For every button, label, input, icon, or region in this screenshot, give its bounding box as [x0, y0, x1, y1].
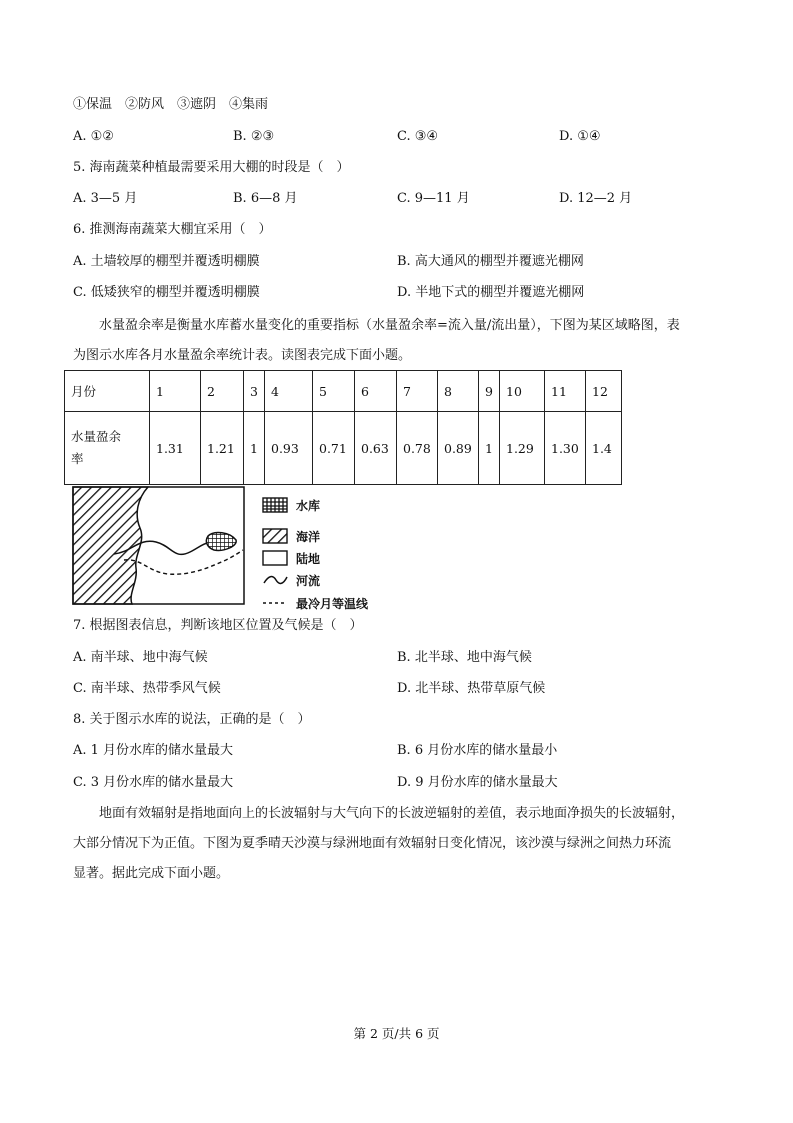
q6-choice-a[interactable]: A. 土墙较厚的棚型并覆透明棚膜 [73, 254, 260, 269]
table-month: 1 [150, 371, 201, 412]
table-value: 0.93 [265, 412, 313, 485]
legend-ocean-label: 海洋 [296, 530, 321, 544]
table-month: 5 [313, 371, 355, 412]
q4-choices [73, 128, 733, 146]
table-month: 6 [355, 371, 397, 412]
q8-choice-b[interactable]: B. 6 月份水库的储水量最小 [397, 743, 558, 758]
table-value: 1 [479, 412, 500, 485]
reservoir-swatch-icon [262, 497, 288, 513]
table-value: 1.4 [586, 412, 622, 485]
q5-choices [73, 190, 733, 208]
table-row-label-line1: 水量盈余 [71, 429, 122, 444]
table-row-label-line2: 率 [71, 451, 84, 466]
land-swatch-icon [262, 550, 288, 566]
q5-choice-b[interactable]: B. 6—8 月 [233, 191, 298, 206]
q6-choice-c[interactable]: C. 低矮狭窄的棚型并覆透明棚膜 [73, 285, 260, 300]
table-header-label: 月份 [65, 371, 150, 412]
q6-choice-b[interactable]: B. 高大通风的棚型并覆遮光棚网 [397, 254, 584, 269]
q8-stem: 8. 关于图示水库的说法，正确的是（ ） [73, 712, 311, 727]
q7-choice-a[interactable]: A. 南半球、地中海气候 [73, 650, 208, 665]
q5-stem: 5. 海南蔬菜种植最需要采用大棚的时段是（ ） [73, 160, 350, 175]
page-number-footer: 第 2 页/共 6 页 [353, 1026, 440, 1041]
q4-choice-c[interactable]: C. ③④ [397, 129, 439, 144]
table-month: 2 [201, 371, 244, 412]
q7-choices-row1 [73, 649, 733, 667]
q4-options-line: ①保温 ②防风 ③遮阴 ④集雨 [73, 97, 269, 112]
intro-line-1: 水量盈余率是衡量水库蓄水量变化的重要指标（水量盈余率=流入量/流出量），下图为某区域略图，表 [99, 318, 680, 333]
q7-stem: 7. 根据图表信息，判断该地区位置及气候是（ ） [73, 618, 363, 633]
table-month: 10 [500, 371, 545, 412]
table-month: 3 [244, 371, 265, 412]
region-map [72, 486, 246, 606]
table-row-values [65, 412, 622, 485]
table-month: 9 [479, 371, 500, 412]
q4-choice-a[interactable]: A. ①② [73, 129, 114, 144]
q7-choice-c[interactable]: C. 南半球、热带季风气候 [73, 681, 221, 696]
table-value: 0.71 [313, 412, 355, 485]
table-value: 1.21 [201, 412, 244, 485]
ocean-swatch-icon [262, 528, 288, 544]
isotherm-swatch-icon [262, 595, 288, 611]
q5-choice-d[interactable]: D. 12—2 月 [559, 191, 633, 206]
table-month: 12 [586, 371, 622, 412]
table-value: 0.63 [355, 412, 397, 485]
legend-land-label: 陆地 [296, 552, 321, 566]
table-value: 0.89 [438, 412, 479, 485]
table-row-months [65, 371, 622, 412]
q8-choice-a[interactable]: A. 1 月份水库的储水量最大 [73, 743, 234, 758]
q7-choice-b[interactable]: B. 北半球、地中海气候 [397, 650, 532, 665]
table-value: 1.29 [500, 412, 545, 485]
table-month: 4 [265, 371, 313, 412]
q6-choices-row2 [73, 284, 733, 302]
q7-choice-d[interactable]: D. 北半球、热带草原气候 [397, 681, 546, 696]
table-month: 8 [438, 371, 479, 412]
q4-choice-b[interactable]: B. ②③ [233, 129, 275, 144]
legend-river-label: 河流 [296, 574, 321, 588]
q6-choice-d[interactable]: D. 半地下式的棚型并覆遮光棚网 [397, 285, 585, 300]
reservoir-area [206, 533, 236, 551]
table-value: 1.30 [545, 412, 586, 485]
q5-choice-a[interactable]: A. 3—5 月 [73, 191, 138, 206]
water-surplus-table [64, 370, 622, 485]
table-month: 11 [545, 371, 586, 412]
intro-paragraph-radiation [73, 799, 733, 889]
q6-choices-row1 [73, 253, 733, 271]
q8-choices-row1 [73, 742, 733, 760]
q6-stem: 6. 推测海南蔬菜大棚宜采用（ ） [73, 222, 272, 237]
intro3-line-1: 地面有效辐射是指地面向上的长波辐射与大气向下的长波逆辐射的差值，表示地面净损失的长波辐射， [99, 806, 685, 821]
river-swatch-icon [262, 572, 288, 588]
intro-paragraph-reservoir [73, 311, 733, 371]
intro-line-2: 为图示水库各月水量盈余率统计表。读图表完成下面小题。 [73, 348, 412, 363]
table-row-label [65, 412, 150, 485]
q8-choices-row2 [73, 774, 733, 792]
q5-choice-c[interactable]: C. 9—11 月 [397, 191, 470, 206]
legend-isotherm-label: 最冷月等温线 [296, 597, 369, 611]
table-value: 1 [244, 412, 265, 485]
q4-choice-d[interactable]: D. ①④ [559, 129, 601, 144]
table-value: 0.78 [397, 412, 438, 485]
table-month: 7 [397, 371, 438, 412]
q8-choice-d[interactable]: D. 9 月份水库的储水量最大 [397, 775, 558, 790]
table-value: 1.31 [150, 412, 201, 485]
q8-choice-c[interactable]: C. 3 月份水库的储水量最大 [73, 775, 234, 790]
legend-reservoir-label: 水库 [296, 499, 321, 513]
intro3-line-3: 显著。据此完成下面小题。 [73, 866, 230, 881]
q7-choices-row2 [73, 680, 733, 698]
intro3-line-2: 大部分情况下为正值。下图为夏季晴天沙漠与绿洲地面有效辐射日变化情况，该沙漠与绿洲之间热力环流 [73, 836, 672, 851]
